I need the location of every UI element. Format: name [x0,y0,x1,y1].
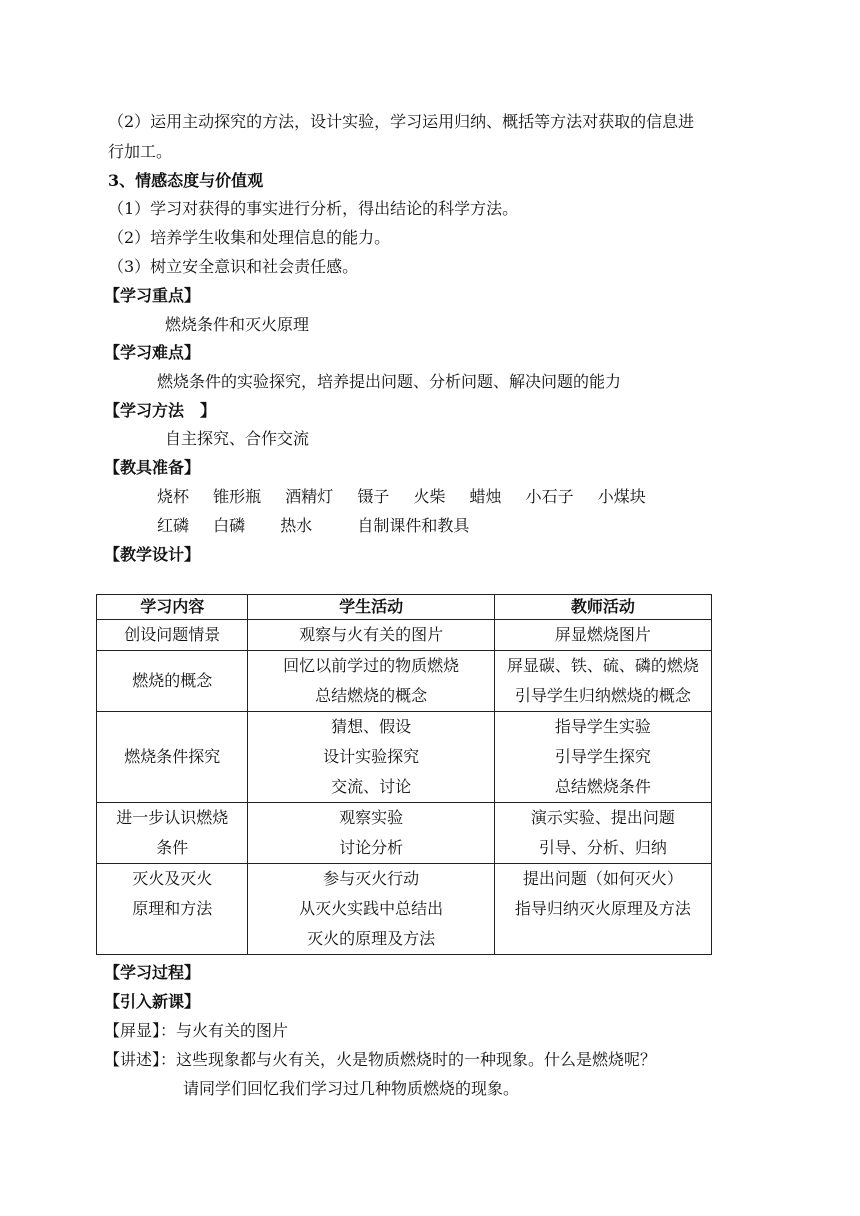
equipment-item: 镊子 [357,487,390,506]
equipment-item: 烧杯 [157,487,190,506]
equipment-item: 热水 [280,516,313,535]
table-row [97,651,712,712]
equipment-item: 火柴 [413,487,446,506]
equipment-item: 蜡烛 [469,487,502,506]
cell-teacher: 指导学生实验 引导学生探究 总结燃烧条件 [494,712,711,803]
narration-label: 【讲述】： [104,1050,177,1069]
objective-2-line1: （2）运用主动探究的方法，设计实验，学习运用归纳、概括等方法对获取的信息进 [108,112,695,131]
process-heading: 【学习过程】 [104,963,201,982]
table-row [97,712,712,803]
table-row [97,803,712,864]
equipment-item: 白磷 [213,516,246,535]
header-teacher-activity: 教师活动 [494,595,711,620]
equipment-item: 自制课件和教具 [357,516,470,535]
equipment-row-2 [157,516,469,536]
cell-teacher: 提出问题（如何灭火） 指导归纳灭火原理及方法 [494,864,711,955]
cell-teacher: 屏显碳、铁、硫、磷的燃烧 引导学生归纳燃烧的概念 [494,651,711,712]
equipment-row-1 [157,487,646,507]
equipment-item: 小煤块 [597,487,646,506]
section3-heading: 3、情感态度与价值观 [108,171,264,190]
equipment-item: 酒精灯 [285,487,334,506]
cell-content: 燃烧条件探究 [97,712,248,803]
display-text: 与火有关的图片 [176,1021,289,1040]
cell-student: 观察实验 讨论分析 [248,803,494,864]
cell-student: 猜想、假设 设计实验探究 交流、讨论 [248,712,494,803]
focus-content: 燃烧条件和灭火原理 [165,315,310,334]
equipment-heading: 【教具准备】 [104,458,201,477]
table-header-row [97,595,712,620]
method-heading: 【学习方法 】 [104,401,217,420]
narration-line [104,1050,656,1070]
table-row [97,864,712,955]
equipment-item: 红磷 [157,516,190,535]
design-heading: 【教学设计】 [104,545,201,564]
section3-item-1: （1）学习对获得的事实进行分析，得出结论的科学方法。 [108,199,519,218]
display-line [104,1021,288,1041]
section3-item-2: （2）培养学生收集和处理信息的能力。 [108,228,391,247]
objective-2-line2: 行加工。 [108,142,173,161]
teaching-design-table [96,594,712,955]
cell-content: 进一步认识燃烧 条件 [97,803,248,864]
table-row [97,620,712,651]
narration-line-2: 请同学们回忆我们学习过几种物质燃烧的现象。 [183,1079,520,1098]
difficulty-content: 燃烧条件的实验探究，培养提出问题、分析问题、解决问题的能力 [157,372,622,391]
method-content: 自主探究、合作交流 [165,429,310,448]
focus-heading: 【学习重点】 [104,286,201,305]
cell-content: 燃烧的概念 [97,651,248,712]
narration-text: 这些现象都与火有关，火是物质燃烧时的一种现象。什么是燃烧呢？ [176,1050,657,1069]
equipment-item: 锥形瓶 [213,487,262,506]
cell-student: 回忆以前学过的物质燃烧 总结燃烧的概念 [248,651,494,712]
difficulty-heading: 【学习难点】 [104,343,201,362]
cell-teacher: 演示实验、提出问题 引导、分析、归纳 [494,803,711,864]
cell-content: 灭火及灭火 原理和方法 [97,864,248,955]
section3-item-3: （3）树立安全意识和社会责任感。 [108,257,359,276]
cell-content: 创设问题情景 [97,620,248,651]
cell-teacher: 屏显燃烧图片 [494,620,711,651]
cell-student: 观察与火有关的图片 [248,620,494,651]
header-content: 学习内容 [97,595,248,620]
cell-student: 参与灭火行动 从灭火实践中总结出 灭火的原理及方法 [248,864,494,955]
header-student-activity: 学生活动 [248,595,494,620]
new-lesson-heading: 【引入新课】 [104,992,201,1011]
equipment-item: 小石子 [525,487,574,506]
display-label: 【屏显】： [104,1021,177,1040]
